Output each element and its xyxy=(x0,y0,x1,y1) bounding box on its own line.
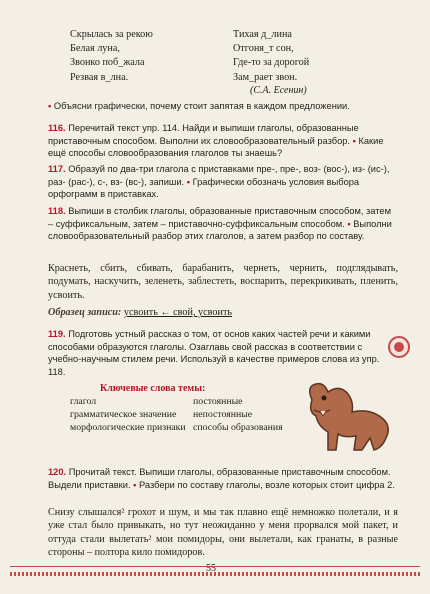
exercise-118-sample xyxy=(48,306,398,319)
exercise-extra: Разбери по составу глаголы, возле которых стоит цифра 2. xyxy=(138,479,395,490)
poem-line: Резвая в_лна. xyxy=(70,71,129,83)
poem-line: Где-то за дорогой xyxy=(233,57,310,69)
poem-right-column xyxy=(233,28,309,85)
poem-author: (С.А. Есенин) xyxy=(250,85,307,96)
exercise-text: Выпиши в столбик глаголы, образованные приставочным способом, затем – суффиксальным, затем – приставочно-суффиксальным способом. xyxy=(48,206,391,229)
exercise-extra: Выполни словообразовательный разбор этих глаголов, а затем разбор по составу. xyxy=(48,218,392,242)
exercise-120 xyxy=(48,466,398,491)
poem-task-text: Объясни графически, почему стоит запятая в каждом предложении. xyxy=(53,101,350,111)
poem-line: Скрылась за рекою xyxy=(70,29,153,40)
bullet-icon: • xyxy=(48,101,52,111)
keywords-title: Ключевые слова темы: xyxy=(100,383,206,394)
exercise-number: 117. xyxy=(48,164,66,174)
exercise-text: Подготовь устный рассказ о том, от основ каких частей речи и какими способами образуются глаголы. Озаглавь свой рассказ в соответствии с учебно-научным стилем речи. Используй в качестве примеров слова из упр. 118. xyxy=(48,329,380,377)
exercise-119 xyxy=(48,328,398,378)
dog-illustration xyxy=(300,378,395,456)
exercise-number: 116. xyxy=(48,123,66,133)
exercise-extra: Графически обозначь условия выбора орфограмм в приставках. xyxy=(48,176,360,200)
exercise-text: Образуй по два-три глагола с приставками пре-, пре-, воз- (вос-), из- (ис-), раз- (рас-), с-, вз- (вс-), запиши. xyxy=(48,164,390,187)
exercise-117 xyxy=(48,163,398,201)
exercise-extra: Какие ещё способы словообразования глаголов ты знаешь? xyxy=(48,135,384,159)
exercise-number: 119. xyxy=(48,329,66,339)
poem-task xyxy=(48,100,398,113)
keyword: грамматическое значение xyxy=(70,409,177,420)
keyword: непостоянные xyxy=(193,409,253,420)
bullet-icon: • xyxy=(347,218,351,229)
poem-line: Белая луна, xyxy=(70,43,120,55)
poem-line: Тихая д_лина xyxy=(233,29,292,40)
exercise-118 xyxy=(48,205,398,243)
exercise-number: 120. xyxy=(48,467,67,477)
sample-text: усвоить ← свой, усвоить xyxy=(123,307,233,318)
exercise-120-story: Снизу слышался² грохот и шум, и мы так плавно ещё немножко полетали, и я уже стал было привыкать, но тут неожиданно у меня прорвался мой пакет, и оттуда стали вылетать² мои помидоры, они вылетали, как гранаты, в разные стороны – полтора кило помидоров. xyxy=(48,507,398,559)
exercise-number: 118. xyxy=(48,206,66,216)
sample-label: Образец записи: xyxy=(48,307,122,318)
exercise-text: Прочитай текст. Выпиши глаголы, образованные приставочным способом. Выдели приставки. xyxy=(48,467,391,490)
keyword: глагол xyxy=(70,396,97,407)
bullet-icon: • xyxy=(133,479,137,490)
keyword: способы образования xyxy=(193,422,283,433)
keyword: постоянные xyxy=(193,396,243,407)
keyword: морфологические признаки xyxy=(70,422,186,433)
exercise-118-words: Краснеть, сбить, сбивать, барабанить, чернеть, чернить, подглядывать, подумать, наскучить, зеленеть, заблестеть, воспарить, перекрикивать, пленить, усвоить. xyxy=(48,263,398,301)
poem-line: Звонко поб_жала xyxy=(70,57,145,69)
exercise-text: Перечитай текст упр. 114. Найди и выпиши глаголы, образованные приставочным способом. Выполни их словообразовательный разбор. xyxy=(48,123,359,146)
exercise-116 xyxy=(48,122,398,160)
bullet-icon: • xyxy=(186,176,190,187)
page-number: 55 xyxy=(206,563,216,574)
poem-line: Отгоня_т сон, xyxy=(233,43,294,55)
poem-line: Зам_рает звон. xyxy=(233,71,298,83)
poem-left-column xyxy=(70,28,153,85)
oral-task-icon xyxy=(388,336,410,358)
bullet-icon: • xyxy=(352,135,356,146)
